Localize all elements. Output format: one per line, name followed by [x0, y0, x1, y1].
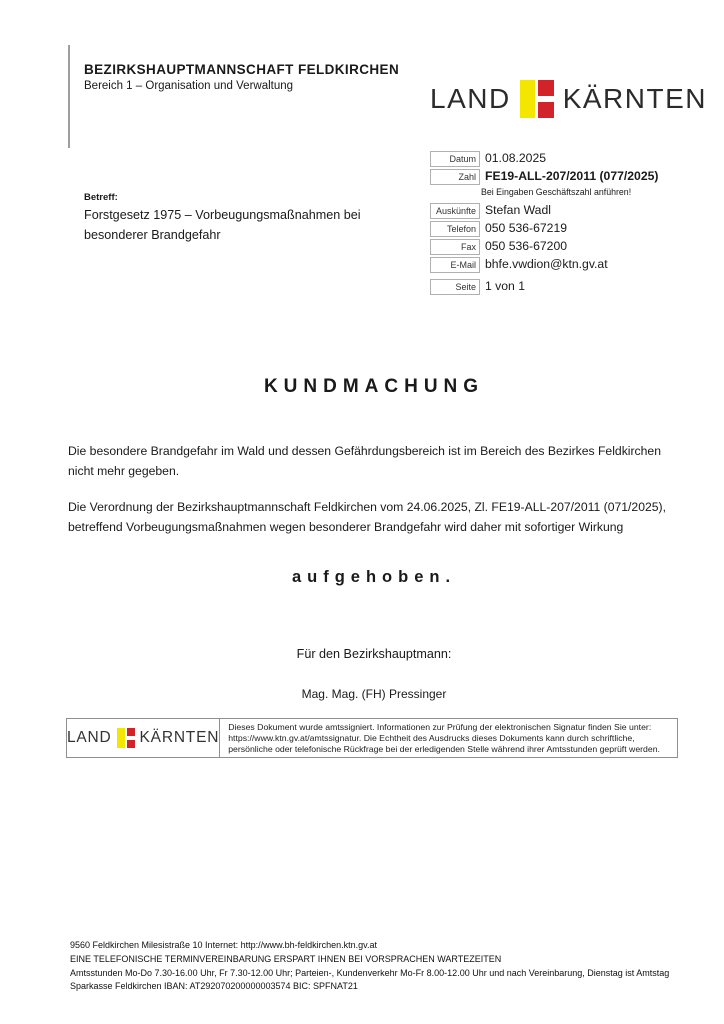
betreff-text: Forstgesetz 1975 – Vorbeugungsmaßnahmen bei besonderer Brandgefahr — [84, 208, 361, 242]
meta-row-seite — [430, 279, 658, 295]
signature-intro: Für den Bezirkshauptmann: — [296, 647, 452, 661]
auskuenfte-label: Auskünfte — [430, 203, 480, 219]
auskuenfte-value: Stefan Wadl — [485, 203, 551, 217]
paragraph-brandgefahr: Die besondere Brandgefahr im Wald und dessen Gefährdungsbereich ist im Bereich des Bezirkes Feldkirchen nicht mehr gegeben. — [68, 444, 661, 478]
letterhead — [84, 62, 399, 92]
document-title: KUNDMACHUNG — [263, 376, 485, 397]
zahl-note: Bei Eingaben Geschäftszahl anführen! — [481, 187, 632, 197]
amtssignatur-text: Dieses Dokument wurde amtssigniert. Informationen zur Prüfung der elektronischen Signatur finden Sie unter: https://www.ktn.gv.at/amtssignatur. Die Echtheit des Ausdrucks dieses Dokuments kann durch schriftliche, persönliche oder telefonische Rückfrage bei der erledigenden Stelle während ihrer Amtsstunden geprüft werden. — [228, 722, 660, 754]
seite-value: 1 von 1 — [485, 279, 525, 293]
logo-word-land: LAND — [67, 729, 112, 747]
email-value: bhfe.vwdion@ktn.gv.at — [485, 257, 608, 271]
header-divider-rule — [68, 45, 70, 148]
document-meta-panel — [430, 151, 658, 297]
datum-label: Datum — [430, 151, 480, 167]
organization-name: BEZIRKSHAUPTMANNSCHAFT FELDKIRCHEN — [84, 62, 400, 77]
meta-row-telefon — [430, 221, 658, 237]
footer-line-address: 9560 Feldkirchen Milesistraße 10 Internet: http://www.bh-feldkirchen.ktn.gv.at — [70, 940, 377, 950]
meta-row-fax — [430, 239, 658, 255]
logo-red-square-top — [127, 728, 135, 736]
telefon-value: 050 536-67219 — [485, 221, 568, 235]
betreff-label: Betreff: — [84, 192, 118, 203]
meta-row-auskuenfte — [430, 203, 658, 219]
footer-line-hours: Amtsstunden Mo-Do 7.30-16.00 Uhr, Fr 7.30-12.00 Uhr; Parteien-, Kundenverkehr Mo-Fr 8.00-12.00 Uhr und nach Vereinbarung, Dienstag ist Amtstag — [70, 967, 670, 978]
signatory-name: Mag. Mag. (FH) Pressinger — [301, 687, 447, 701]
email-label: E-Mail — [430, 257, 480, 273]
organization-department: Bereich 1 – Organisation und Verwaltung — [84, 80, 294, 92]
land-kaernten-logo-small — [67, 728, 219, 748]
kaernten-flag-icon — [520, 80, 554, 118]
logo-yellow-bar — [117, 728, 125, 748]
emphasis-aufgehoben: aufgehoben. — [291, 568, 457, 586]
logo-red-square-bottom — [127, 740, 135, 748]
footer-line-notice: EINE TELEFONISCHE TERMINVEREINBARUNG ERSPART IHNEN BEI VORSPRACHEN WARTEZEITEN — [70, 953, 502, 964]
logo-word-land: LAND — [430, 83, 511, 114]
footer — [70, 939, 669, 994]
logo-yellow-bar — [520, 80, 535, 118]
zahl-label: Zahl — [430, 169, 480, 185]
logo-red-square-top — [538, 80, 554, 96]
meta-row-zahl — [430, 169, 658, 185]
amtssignatur-logo-cell — [67, 719, 220, 757]
logo-red-column — [538, 80, 554, 118]
meta-row-email — [430, 257, 658, 273]
amtssignatur-box — [66, 718, 678, 758]
fax-label: Fax — [430, 239, 480, 255]
seite-label: Seite — [430, 279, 480, 295]
datum-value: 01.08.2025 — [485, 151, 546, 165]
telefon-label: Telefon — [430, 221, 480, 237]
kaernten-flag-icon — [117, 728, 135, 748]
logo-word-kaernten: KÄRNTEN — [139, 729, 220, 747]
logo-word-kaernten: KÄRNTEN — [562, 83, 707, 114]
meta-row-datum — [430, 151, 658, 167]
logo-red-square-bottom — [538, 102, 554, 118]
fax-value: 050 536-67200 — [485, 239, 568, 253]
land-kaernten-logo — [430, 80, 707, 118]
logo-red-column — [127, 728, 135, 748]
footer-line-bank: Sparkasse Feldkirchen IBAN: AT292070200000003574 BIC: SPFNAT21 — [70, 981, 358, 992]
paragraph-verordnung: Die Verordnung der Bezirkshauptmannschaft Feldkirchen vom 24.06.2025, Zl. FE19-ALL-207/2011 (071/2025), betreffend Vorbeugungsmaßnahmen wegen besonderer Brandgefahr wird daher mit sofortiger Wirkung — [68, 500, 666, 534]
zahl-value: FE19-ALL-207/2011 (077/2025) — [485, 169, 659, 183]
